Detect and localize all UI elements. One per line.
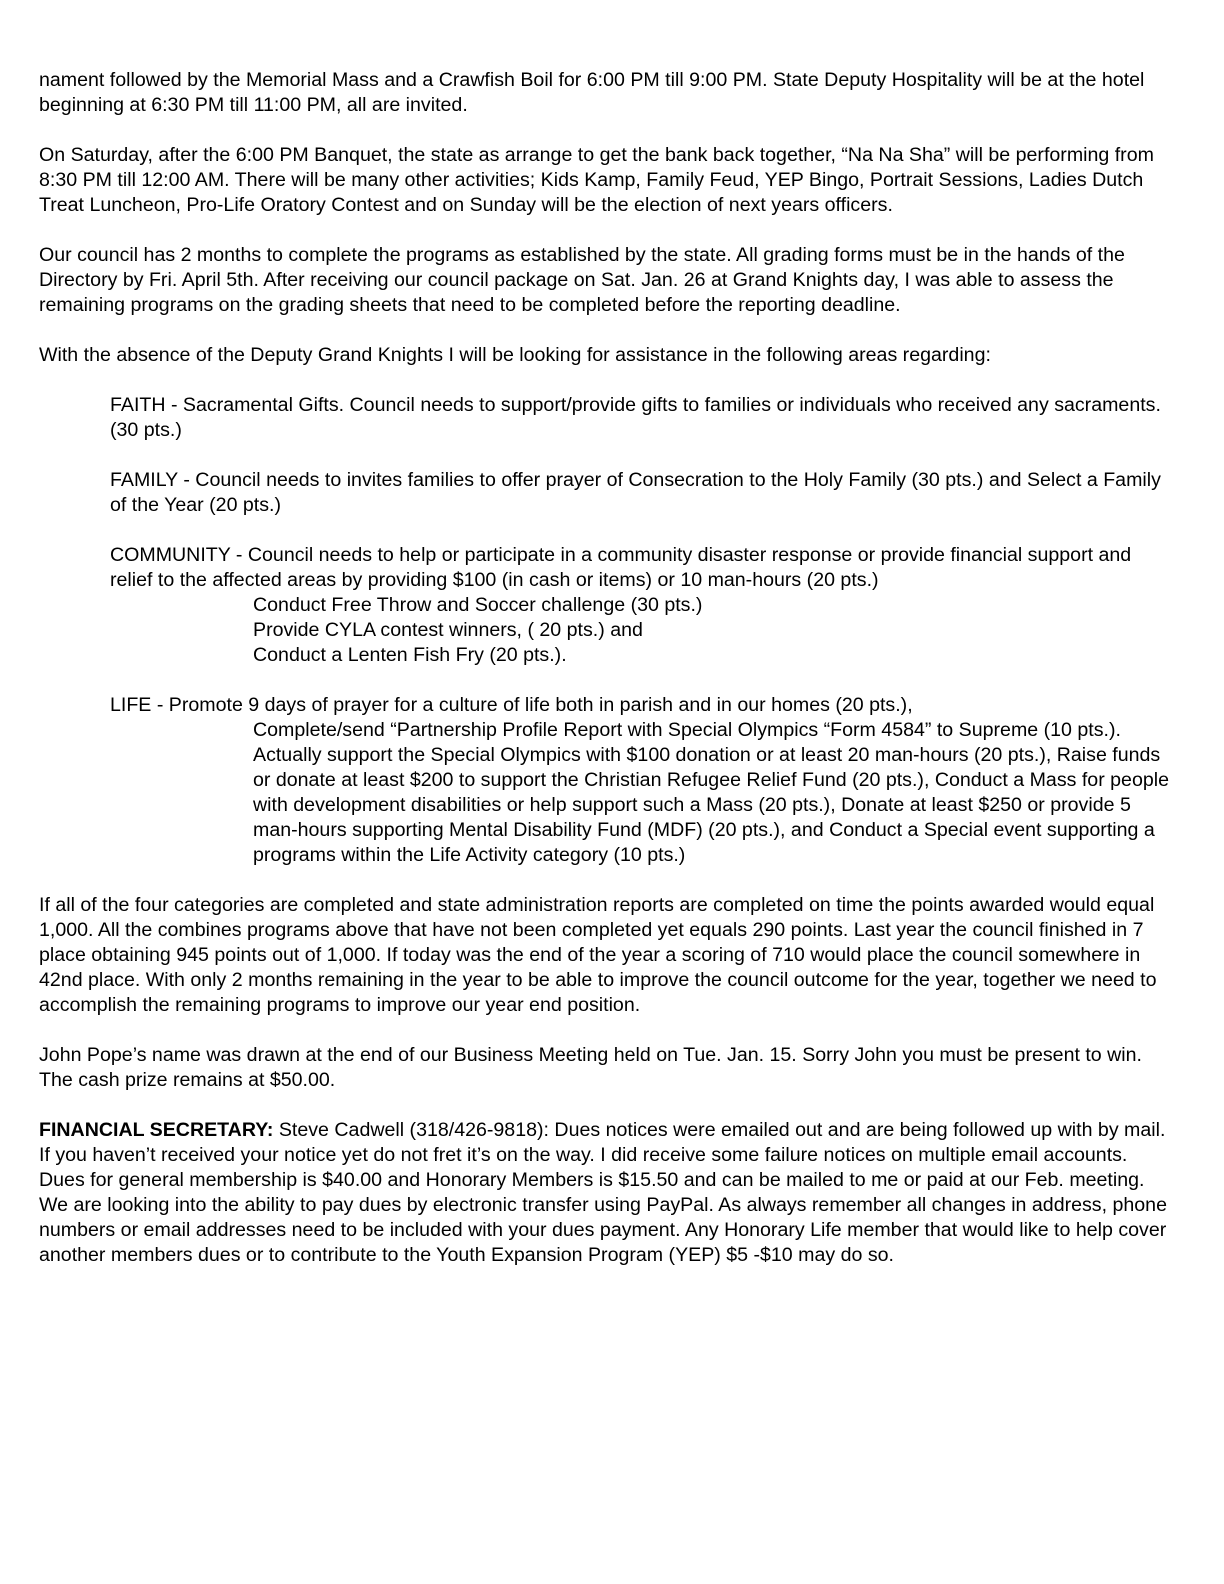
financial-secretary-text: Steve Cadwell (318/426-9818): Dues notices were emailed out and are being followed up with by mail. If you haven’t received your notice yet do not fret it’s on the way. I did receive some failure notices on multiple email accounts. Dues for general membership is $40.00 and Honorary Members is $15.50 and can be mailed to me or paid at our Feb. meeting. We are looking into the ability to pay dues by electronic transfer using PayPal. As always remember all changes in address, phone numbers or email addresses need to be included with your dues payment. Any Honorary Life member that would like to help cover another members dues or to contribute to the Youth Expansion Program (YEP) $5 -$10 may do so. <box>39 1119 1167 1266</box>
financial-secretary-heading: FINANCIAL SECRETARY: <box>39 1119 274 1141</box>
paragraph-hospitality: nament followed by the Memorial Mass and a Crawfish Boil for 6:00 PM till 9:00 PM. State Deputy Hospitality will be at the hotel beginning at 6:30 PM till 11:00 PM, all are invited. <box>39 69 1145 116</box>
document-page <box>39 68 1174 1293</box>
community-main: COMMUNITY - Council needs to help or participate in a community disaster response or provide financial support and relief to the affected areas by providing $100 (in cash or items) or 10 man-hours (20 pts.) <box>110 544 1132 591</box>
faith-item: FAITH - Sacramental Gifts. Council needs to support/provide gifts to families or individuals who received any sacraments. (30 pts.) <box>110 394 1161 441</box>
life-item <box>110 693 1174 868</box>
community-subitem: Conduct a Lenten Fish Fry (20 pts.). <box>253 644 567 666</box>
life-continuation: Complete/send “Partnership Profile Report with Special Olympics “Form 4584” to Supreme (10 pts.). Actually support the Special Olympics with $100 donation or at least 20 man-hours (20 pts.), Raise funds or donate at least $200 to support the Christian Refugee Relief Fund (20 pts.), Conduct a Mass for people with development disabilities or help support such a Mass (20 pts.), Donate at least $250 or provide 5 man-hours supporting Mental Disability Fund (MDF) (20 pts.), and Conduct a Special event supporting a programs within the Life Activity category (10 pts.) <box>253 719 1169 866</box>
community-subitem: Conduct Free Throw and Soccer challenge (30 pts.) <box>253 594 703 616</box>
financial-secretary-section <box>39 1118 1174 1268</box>
paragraph-programs: Our council has 2 months to complete the programs as established by the state. All grading forms must be in the hands of the Directory by Fri. April 5th. After receiving our council package on Sat. Jan. 26 at Grand Knights day, I was able to assess the remaining programs on the grading sheets that need to be completed before the reporting deadline. <box>39 244 1125 316</box>
paragraph-scoring: If all of the four categories are completed and state administration reports are completed on time the points awarded would equal 1,000. All the combines programs above that have not been completed yet equals 290 points. Last year the council finished in 7 place obtaining 945 points out of 1,000. If today was the end of the year a scoring of 710 would place the council somewhere in 42nd place. With only 2 months remaining in the year to be able to improve the council outcome for the year, together we need to accomplish the remaining programs to improve our year end position. <box>39 894 1157 1016</box>
paragraph-saturday: On Saturday, after the 6:00 PM Banquet, the state as arrange to get the bank back together, “Na Na Sha” will be performing from 8:30 PM till 12:00 AM. There will be many other activities; Kids Kamp, Family Feud, YEP Bingo, Portrait Sessions, Ladies Dutch Treat Luncheon, Pro-Life Oratory Contest and on Sunday will be the election of next years officers. <box>39 144 1154 216</box>
community-subitem: Provide CYLA contest winners, ( 20 pts.) and <box>253 619 643 641</box>
community-subitems <box>253 593 1174 668</box>
life-main: LIFE - Promote 9 days of prayer for a culture of life both in parish and in our homes (20 pts.), <box>110 694 913 716</box>
family-item: FAMILY - Council needs to invites families to offer prayer of Consecration to the Holy Family (30 pts.) and Select a Family of the Year (20 pts.) <box>110 469 1161 516</box>
paragraph-drawing: John Pope’s name was drawn at the end of our Business Meeting held on Tue. Jan. 15. Sorry John you must be present to win. The cash prize remains at $50.00. <box>39 1044 1142 1091</box>
paragraph-assistance: With the absence of the Deputy Grand Knights I will be looking for assistance in the following areas regarding: <box>39 344 991 366</box>
community-item <box>110 543 1174 668</box>
